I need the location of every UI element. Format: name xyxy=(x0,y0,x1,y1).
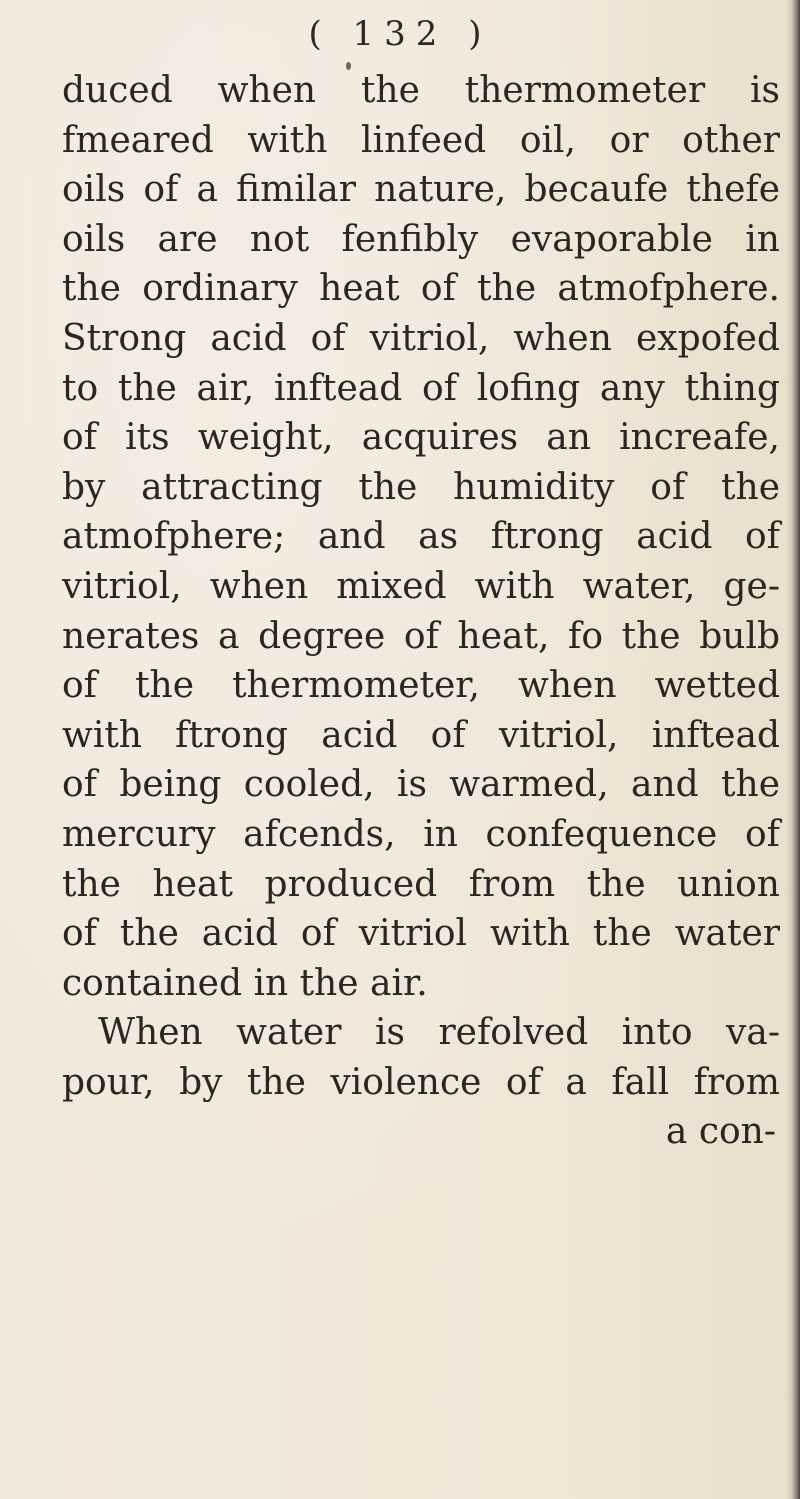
text-line: of being cooled, is warmed, and the xyxy=(62,764,780,806)
catchword: a con- xyxy=(665,1111,776,1153)
text-line: nerates a degree of heat, fo the bulb xyxy=(62,615,780,657)
text-line: duced when the thermometer is xyxy=(62,70,780,111)
text-line: When water is refolved into va- xyxy=(98,1012,780,1054)
text-line: of the thermometer, when wetted xyxy=(62,665,780,707)
text-line: vitriol, when mixed with water, ge- xyxy=(62,565,780,607)
text-line: the ordinary heat of the atmofphere. xyxy=(62,268,780,310)
text-line: pour, by the violence of a fall from xyxy=(62,1061,780,1103)
text-line: fmeared with linfeed oil, or other xyxy=(62,119,780,161)
text-line: contained in the air. xyxy=(62,962,428,1004)
page-number: ( 132 ) xyxy=(308,14,492,54)
text-line: the heat produced from the union xyxy=(62,863,780,905)
body-text xyxy=(62,66,780,1157)
text-line: atmofphere; and as ftrong acid of xyxy=(62,516,780,558)
page-binding-shadow xyxy=(786,0,800,1499)
text-line: with ftrong acid of vitriol, inftead xyxy=(62,714,780,756)
text-line: to the air, inftead of lofing any thing xyxy=(62,367,780,409)
text-line: by attracting the humidity of the xyxy=(62,466,780,508)
text-line: of its weight, acquires an increafe, xyxy=(62,417,780,459)
text-line: of the acid of vitriol with the water xyxy=(62,913,780,955)
text-line: oils of a fimilar nature, becaufe thefe xyxy=(62,169,780,211)
text-line: Strong acid of vitriol, when expofed xyxy=(62,317,780,359)
text-line: mercury afcends, in confequence of xyxy=(62,813,780,855)
text-line: oils are not fenfibly evaporable in xyxy=(62,218,780,260)
